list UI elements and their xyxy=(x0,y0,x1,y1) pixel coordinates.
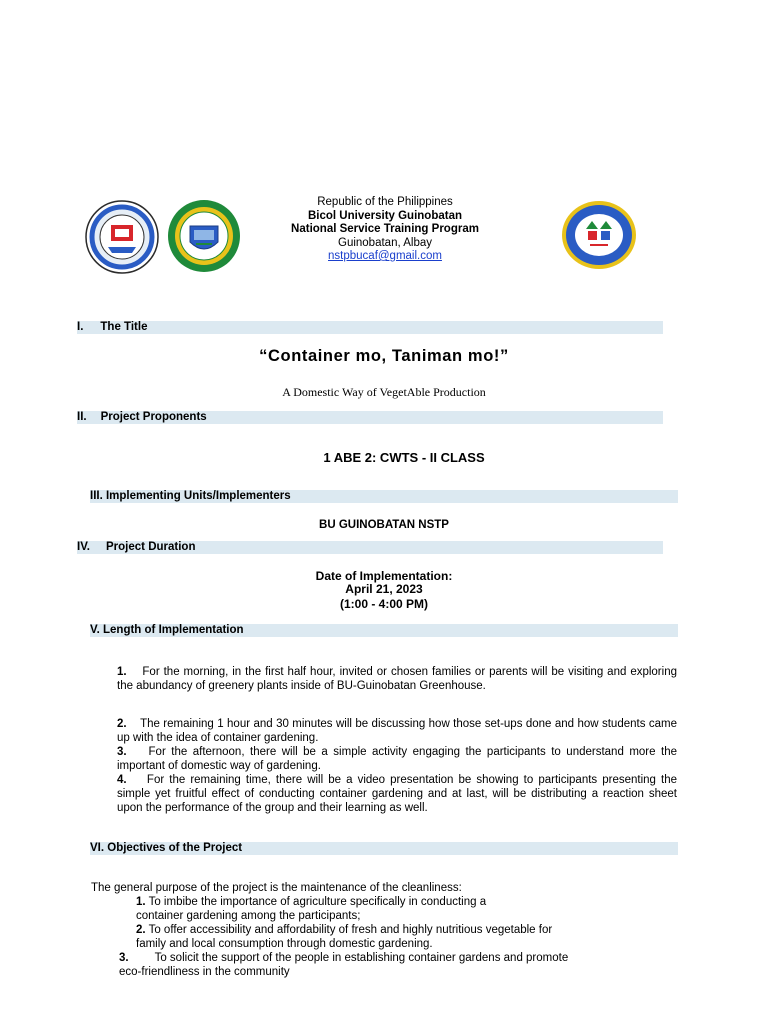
item-number: 4. xyxy=(117,774,127,786)
item-text: For the morning, in the first half hour, invited or chosen families or parents will be visiting and exploring the abundancy of greenery plants inside of BU-Guinobatan Greenhouse. xyxy=(117,666,677,692)
section-label: V. Length of Implementation xyxy=(90,624,244,636)
section-number: II. xyxy=(77,411,87,423)
project-subtitle: A Domestic Way of VegetAble Production xyxy=(282,385,486,399)
objective-3 xyxy=(119,951,568,965)
implementation-time: (1:00 - 4:00 PM) xyxy=(339,597,429,611)
objectives-intro: The general purpose of the project is the maintenance of the cleanliness: xyxy=(91,882,462,894)
section-implementers-bar xyxy=(90,490,678,503)
section-number: I. xyxy=(77,321,84,333)
objective-1-cont: container gardening among the participants; xyxy=(136,910,361,922)
program-name: National Service Training Program xyxy=(291,223,479,235)
section-proponents-bar xyxy=(77,411,663,424)
item-number: 1. xyxy=(117,666,127,678)
section-length-bar xyxy=(90,624,678,637)
section-title-bar xyxy=(77,321,663,334)
implementers-value: BU GUINOBATAN NSTP xyxy=(319,519,449,531)
objective-number: 1. xyxy=(136,896,146,908)
item-number: 2. xyxy=(117,718,127,730)
email-link[interactable]: nstpbucaf@gmail.com xyxy=(328,250,442,262)
length-item-4 xyxy=(117,773,677,815)
objective-1 xyxy=(136,895,486,909)
objective-text: To solicit the support of the people in establishing container gardens and promote xyxy=(154,952,569,964)
length-item-2 xyxy=(117,717,677,745)
section-label: VI. Objectives of the Project xyxy=(90,842,243,854)
bicol-university-seal xyxy=(84,199,160,275)
implementation-date: April 21, 2023 xyxy=(345,582,423,596)
objective-2-cont: family and local consumption through domestic gardening. xyxy=(136,938,433,950)
objective-text: To offer accessibility and affordability of fresh and highly nutritious vegetable for xyxy=(148,924,553,936)
objective-number: 3. xyxy=(119,952,129,964)
item-text: For the remaining time, there will be a video presentation be showing to participants presenting the simple yet fruitful effect of conducting container gardening and at last, will be distributing a reaction sheet upon the performance of the group and their learning as well. xyxy=(117,774,678,814)
section-label: The Title xyxy=(100,321,148,333)
letterhead xyxy=(230,196,540,264)
implementation-date-label: Date of Implementation: xyxy=(315,569,453,583)
location-line: Guinobatan, Albay xyxy=(338,236,432,249)
section-label: Project Duration xyxy=(106,541,196,553)
nstp-seal xyxy=(560,199,638,271)
section-objectives-bar xyxy=(90,842,678,855)
item-number: 3. xyxy=(117,746,127,758)
item-text: For the afternoon, there will be a simple activity engaging the participants to understand more the important of domestic way of gardening. xyxy=(117,746,678,772)
section-label: Project Proponents xyxy=(100,411,207,423)
objective-3-cont: eco-friendliness in the community xyxy=(119,966,290,978)
university-name: Bicol University Guinobatan xyxy=(308,209,462,222)
section-number: IV. xyxy=(77,541,91,553)
length-item-3 xyxy=(117,745,677,773)
section-label: III. Implementing Units/Implementers xyxy=(90,490,291,502)
republic-line: Republic of the Philippines xyxy=(317,196,453,208)
length-item-1 xyxy=(117,665,677,693)
objective-number: 2. xyxy=(136,924,146,936)
project-title: “Container mo, Taniman mo!” xyxy=(259,347,509,365)
item-text: The remaining 1 hour and 30 minutes will be discussing how those set-ups done and how students came up with the idea of container gardening. xyxy=(117,718,677,744)
objective-2 xyxy=(136,923,552,937)
proponents-value: 1 ABE 2: CWTS - II CLASS xyxy=(323,450,485,465)
objective-text: To imbibe the importance of agriculture specifically in conducting a xyxy=(148,896,487,908)
section-duration-bar xyxy=(77,541,663,554)
